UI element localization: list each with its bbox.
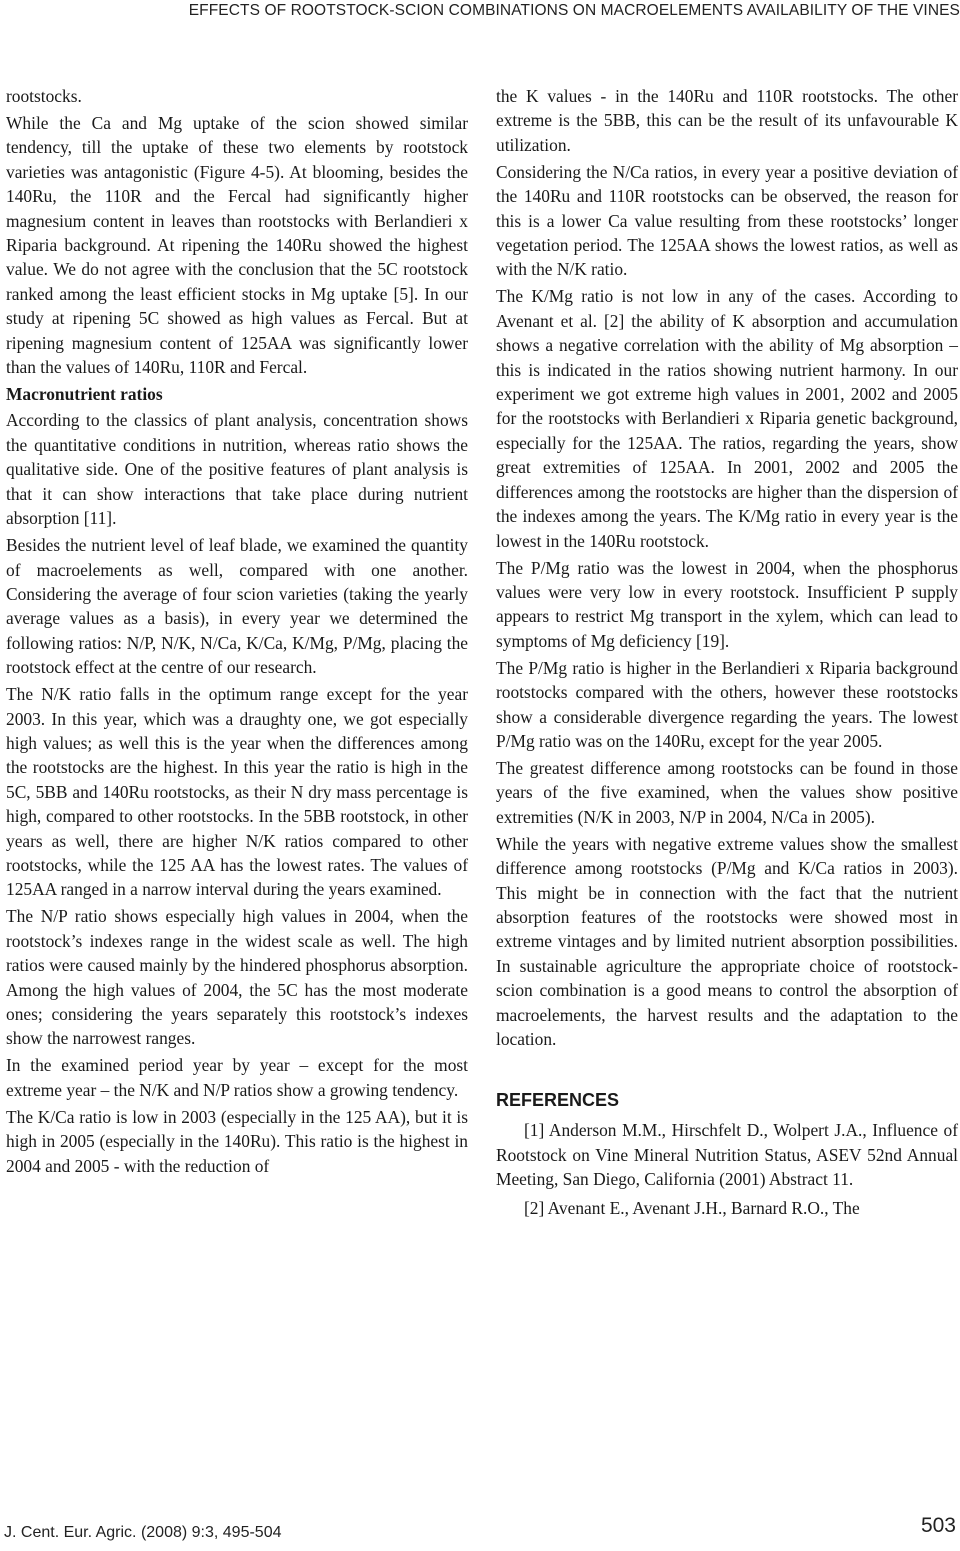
paragraph: The N/P ratio shows especially high values in 2004, when the rootstock’s indexes range in the widest scale as well. The high ratios were caused mainly by the hindered phosphorus absorption. Among the high values of 2004, the 5C has the most moderate ones; considering the years separately this rootstock’s indexes show the narrowest ranges. <box>6 906 468 1049</box>
paragraph: The P/Mg ratio was the lowest in 2004, when the phosphorus values were very low in every rootstock. Insufficient P supply appears to restrict Mg transport in the xylem, which can lead to symptoms of Mg deficiency [19]. <box>496 557 958 651</box>
paragraph: the K values - in the 140Ru and 110R rootstocks. The other extreme is the 5BB, this can be the result of its unfavourable K utilization. <box>496 86 958 155</box>
paragraph: The K/Mg ratio is not low in any of the cases. According to Avenant et al. [2] the ability of K absorption and accumulation shows a negative correlation with the ability of Mg absorption – this is indicated in the ratios showing nutrient harmony. In our experiment we got extreme high values in 2001, 2002 and 2005 for the rootstocks with Berlandieri x Riparia genetic background, especially for the 125AA. The ratios, regarding the years, show great extremities of 125AA. In 2001, 2002 and 2005 the differences among the rootstocks are higher than the dispersion of the indexes among the years. The K/Mg ratio in every year is the lowest in the 140Ru rootstock. <box>496 286 958 551</box>
paragraph: Considering the N/Ca ratios, in every year a positive deviation of the 140Ru and 110R rootstocks can be observed, the reason for this is a lower Ca value resulting from these rootstocks’ longer vegetation period. The 125AA shows the lowest ratios, as well as with the N/K ratio. <box>496 161 958 280</box>
left-column <box>6 84 468 1181</box>
paragraph: While the years with negative extreme values show the smallest difference among rootstocks (P/Mg and K/Ca ratios in 2003). This might be in connection with the fact that the nutrient absorption features of the rootstocks were showed most in extreme vintages and by limited nutrient absorption possibilities. In sustainable agriculture the appropriate choice of rootstock-scion combination is a good means to control the absorption of macroelements, the harvest results and the adaptation to the location. <box>496 833 958 1049</box>
page-number: 503 <box>920 1514 956 1537</box>
paragraph: In the examined period year by year – except for the most extreme year – the N/K and N/P ratios show a growing tendency. <box>6 1055 468 1100</box>
paragraph: Besides the nutrient level of leaf blade, we examined the quantity of macroelements as well, compared with one another. Considering the average of four scion varieties (taking the yearly average values as a basis), in every year we determined the following ratios: N/P, N/K, N/Ca, K/Ca, K/Mg, P/Mg, placing the rootstock effect at the centre of our research. <box>6 535 468 678</box>
paragraph: The K/Ca ratio is low in 2003 (especially in the 125 AA), but it is high in 2005 (especially in the 140Ru). This ratio is the highest in 2004 and 2005 - with the reduction of <box>6 1106 468 1176</box>
footer-journal-citation: J. Cent. Eur. Agric. (2008) 9:3, 495-504 <box>4 1524 282 1541</box>
paragraph: The P/Mg ratio is higher in the Berlandieri x Riparia background rootstocks compared with the others, however these rootstocks show a considerable divergence regarding the years. The lowest P/Mg ratio was on the 140Ru, except for the year 2005. <box>496 657 958 751</box>
paragraph: According to the classics of plant analysis, concentration shows the quantitative conditions in nutrition, whereas ratio shows the qualitative side. One of the positive features of plant analysis is that it can show interactions that take place during nutrient absorption [11]. <box>6 410 468 529</box>
paragraph: The N/K ratio falls in the optimum range except for the year 2003. In this year, which was a draughty one, we got especially high values; as well this is the year when the differences among the rootstocks are the highest. In this year the ratio is high in the 5C, 5BB and 140Ru rootstocks, as their N dry mass percentage is high, compared to other rootstocks. In the 5BB rootstock, in other years as well, there are higher N/K ratios compared to other rootstocks, while the 125 AA has the lowest rates. The values of 125AA ranged in a narrow interval during the years examined. <box>6 684 468 900</box>
paragraph: While the Ca and Mg uptake of the scion showed similar tendency, till the uptake of these two elements by rootstock varieties was antagonistic (Figure 4-5). At blooming, besides the 140Ru, the 110R and the Fercal had significantly higher magnesium content in leaves than rootstocks with Berlandieri x Riparia background. At ripening the 140Ru showed the highest value. We do not agree with the conclusion that the 5C rootstock ranked among the least efficient stocks in Mg uptake [5]. In our study at ripening 5C showed as high values as Fercal. But at ripening magnesium content of 125AA was significantly lower than the values of 140Ru, 110R and Fercal. <box>6 113 468 378</box>
references-heading: REFERENCES <box>496 1090 620 1111</box>
running-head: EFFECTS OF ROOTSTOCK-SCION COMBINATIONS ON MACROELEMENTS AVAILABILITY OF THE VINES <box>188 2 960 19</box>
paragraph: The greatest difference among rootstocks can be found in those years of the five examined, when the values show positive extremities (N/K in 2003, N/P in 2004, N/Ca in 2005). <box>496 757 958 827</box>
reference-item: [1] Anderson M.M., Hirschfelt D., Wolpert J.A., Influence of Rootstock on Vine Mineral Nutrition Status, ASEV 52nd Annual Meeting, San Diego, California (2001) Abstract 11. <box>496 1120 958 1190</box>
paragraph: rootstocks. <box>6 86 82 106</box>
section-heading: Macronutrient ratios <box>6 384 163 405</box>
right-column <box>496 84 958 1224</box>
reference-item: [2] Avenant E., Avenant J.H., Barnard R.O., The <box>524 1197 860 1218</box>
